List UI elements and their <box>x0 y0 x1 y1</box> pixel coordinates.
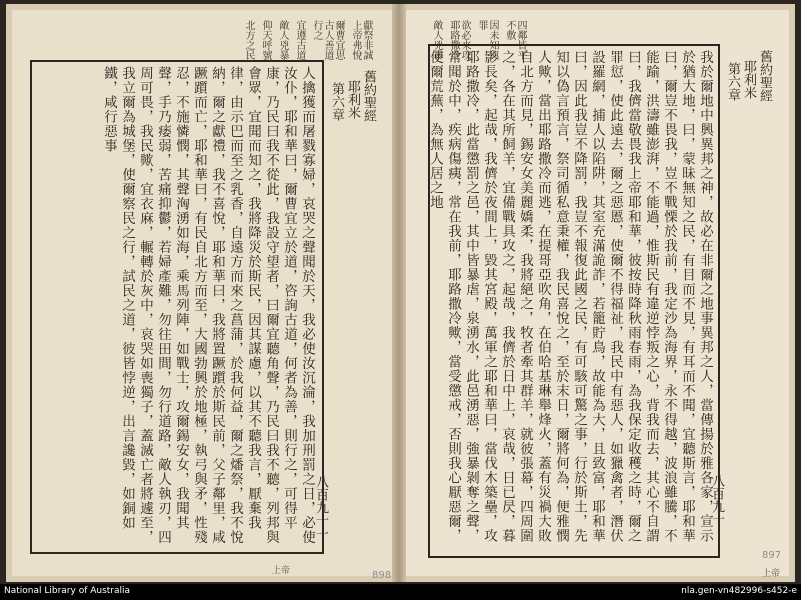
margin-note: 爾曹宜思古人善道行之 <box>311 20 344 60</box>
margin-note: 欲必來攻耶路撒冷 <box>448 20 470 60</box>
margin-note: 獻祭非誠上帝弗悅 <box>350 20 372 60</box>
pencil-number: 897 <box>762 550 782 561</box>
left-running-header <box>313 70 376 540</box>
book-name: 耶利米 <box>345 80 360 119</box>
pencil-number: 898 <box>372 570 392 581</box>
page-stamp: 上帝 <box>272 566 291 576</box>
right-body-text: 我於爾地中興異邦之神，故必在非爾之地事異邦之人，當傳揚於雅各家，宣示於猶大地，曰，蒙昧無知之民，有目而不見，有耳而不聞，宜聽斯言，耶和華曰，爾豈不畏我，豈不戰慄於我前，我定沙為海界，永不得越，波浪雖騰，不能踰，洪濤雖澎湃，不能過，惟斯民有違逆悖叛之心，背我而去，其心不自謂曰，我儕當敬畏我上帝耶和華，彼按時降秋雨春雨，為我保定收穫之時，爾之罪愆，使此遠去，爾之惡慝，使爾不得福祉，我民中有惡人，如獵禽者，潛伏設羅網，捕人以陷阱，其室充滿詭詐，若籠貯鳥，故能為大，且致富，耶和華曰，因此我豈不降罰，我豈不報復此國之民，有可駭可驚之事，行於斯土，先知以偽言預言，祭司循私意秉權，我民喜悅之，至於末日，爾將何為，便雅憫人歟，當出耶路撒冷而逃，在提哥亞吹角，在伯哈基琳舉烽火，蓋有災禍大敗自北方而見，錫安女美麗嬌柔，我將絕之，牧者牽其群羊，就彼張幕，四周圍之，各在其所飼羊，宜備戰具攻之，起哉，我儕於日中上，哀哉，日已昃，暮影長矣，起哉，我儕於夜間上，毀其宮殿，萬軍之耶和華曰，當伐木築壘，攻耶路撒冷，此當懲罰之邑，其中皆暴虐，泉湧水，此邑湧惡，強暴剝奪之聲，常聞於中，疾病傷痍，常在我前，耶路撒冷歟，當受懲戒，否則我心厭惡爾，使爾荒蕪，為無人居之地 <box>427 50 713 543</box>
margin-note: 四鄰皆平不敷 <box>504 20 526 60</box>
image-identifier: nla.gen-vn482996-s452-e <box>681 586 797 596</box>
library-credit: National Library of Australia <box>4 586 131 596</box>
book-title: 舊約聖經 <box>757 50 772 102</box>
margin-note: 北方之民 <box>243 20 254 60</box>
left-body-text: 人擒獲而屠戮寡婦，哀哭之聲聞於天，我必使汝沉淪，我加刑罰之日，必使汝仆，耶和華曰，爾曹宜立於道，咨詢古道，何者為善，則行之，可得平康，乃民曰我不從此，我設守望者，曰爾宜聽角聲，乃民曰我不聽，列邦與會眾，宜聞而知之，我將降災於斯民，因其謀慮，以其不聽我言，厭棄我律，由示巴而至之乳香，自遠方而來之菖蒲，於我何益，爾之燔祭，我不悅納，爾之獻禮，我不喜悅，耶和華曰，我將置蹶躓於斯民前，父子鄰里，咸蹶躓而亡，耶和華曰，有民自北方而至，大國勃興於地極，執弓與矛，性殘忍，不施憐憫，其聲洶湧如海，乘馬列陣，如戰士，攻爾錫安女，我聞其聲，手乃痿弱，苦痛抑鬱，若婦產難，勿往田間，勿行道路，敵人執刃，四周可畏，我民歟，宜衣麻，輾轉於灰中，哀哭如喪獨子，蓋滅亡者將遽至，我立爾為城堡，使爾察民之行，試民之道，彼皆悖逆，出言讒毀，如銅如鐵，咸行惡事 <box>101 66 315 545</box>
book-spread <box>6 4 795 582</box>
margin-note: 敵人兇暴 <box>431 20 442 60</box>
footer-bar <box>0 584 801 600</box>
margin-note: 敵人兇暴 <box>277 20 288 60</box>
margin-note: 因未知與罪 <box>476 20 498 60</box>
book-gutter <box>392 4 406 582</box>
book-name: 耶利米 <box>741 60 756 99</box>
left-margin-notes <box>72 20 372 64</box>
right-page <box>406 10 789 579</box>
left-page <box>12 10 392 581</box>
page-stamp: 上帝 <box>762 569 781 579</box>
chapter-label: 第六章 <box>725 62 740 101</box>
chapter-label: 第六章 <box>329 82 344 121</box>
book-title: 舊約聖經 <box>361 70 376 122</box>
page-number: 八百九十 <box>709 474 724 526</box>
right-running-header <box>709 50 772 550</box>
margin-note: 宜遵古道 <box>294 20 305 60</box>
page-number: 八百九十一 <box>313 475 328 540</box>
margin-note: 仰天呼號 <box>260 20 271 60</box>
